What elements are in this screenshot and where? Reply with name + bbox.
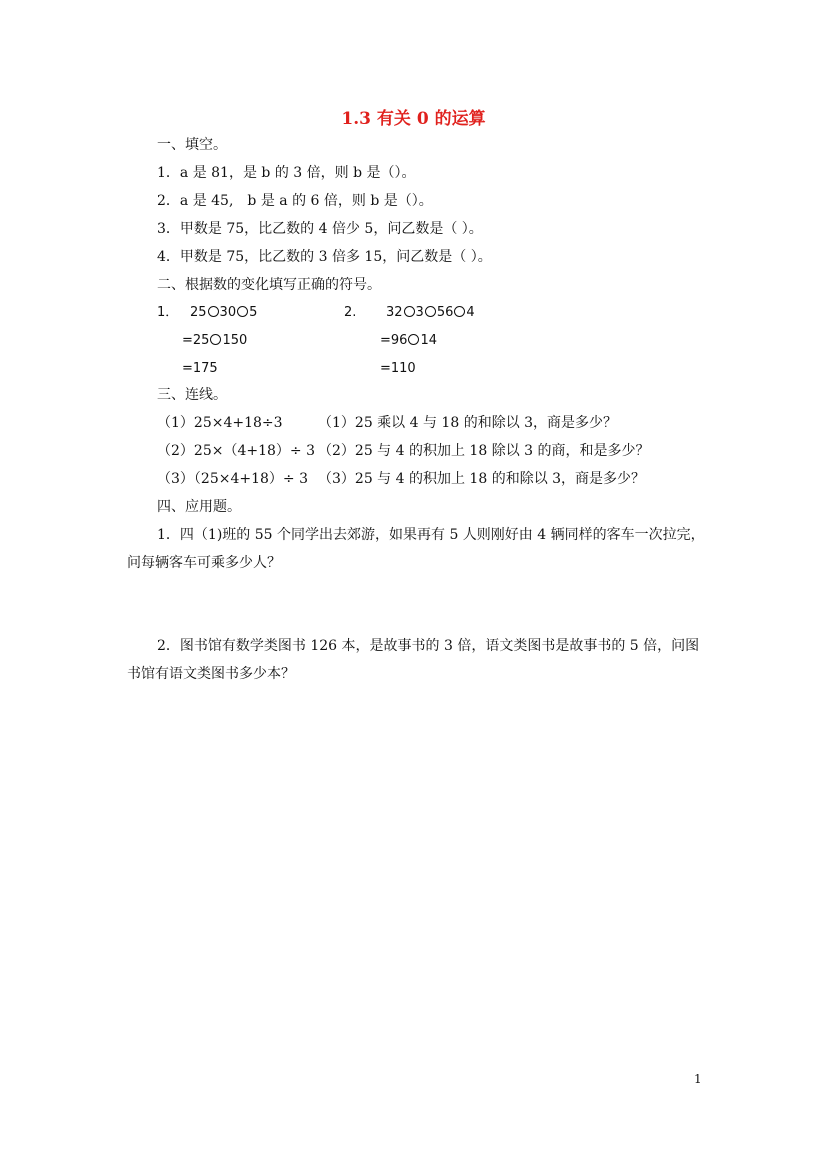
operand: =96 bbox=[380, 333, 408, 348]
page-title: 1.3 有关 0 的运算 bbox=[341, 109, 486, 129]
problem-1-step-3: =175 bbox=[182, 361, 218, 376]
match-left-3[interactable]: （3）（25×4+18）÷ 3 bbox=[157, 471, 308, 487]
operator-blank-circle[interactable] bbox=[404, 306, 415, 317]
operand: 3 bbox=[415, 305, 424, 320]
operand: 32 bbox=[386, 305, 403, 320]
operator-blank-circle[interactable] bbox=[408, 334, 419, 345]
operator-blank-circle[interactable] bbox=[237, 306, 248, 317]
word-problem-1-line-2: 问每辆客车可乘多少人？ bbox=[127, 555, 281, 571]
section-heading-word-problems: 四、应用题。 bbox=[157, 499, 241, 515]
operand: =25 bbox=[182, 333, 210, 348]
operand: 4 bbox=[466, 305, 475, 320]
word-problem-1-line-1: 1．四（1)班的 55 个同学出去郊游，如果再有 5 人则刚好由 4 辆同样的客车一次拉完， bbox=[157, 527, 705, 543]
problem-1-step-2 bbox=[182, 332, 247, 350]
problem-1-expression bbox=[190, 304, 257, 322]
fill-blank-item-2: 2．a 是 45, b 是 a 的 6 倍，则 b 是（）。 bbox=[157, 193, 433, 209]
word-problem-2-line-1: 2．图书馆有数学类图书 126 本，是故事书的 3 倍，语文类图书是故事书的 5 倍，问图 bbox=[157, 638, 700, 654]
match-right-1[interactable]: （1）25 乘以 4 与 18 的和除以 3，商是多少？ bbox=[318, 415, 618, 431]
match-right-2[interactable]: （2）25 与 4 的积加上 18 除以 3 的商，和是多少？ bbox=[318, 443, 650, 459]
operand: 14 bbox=[420, 333, 437, 348]
problem-2-step-2 bbox=[380, 332, 437, 350]
operand: 25 bbox=[190, 305, 207, 320]
problem-1-label: 1． bbox=[157, 305, 179, 320]
problem-2-expression bbox=[386, 304, 475, 322]
fill-blank-item-3: 3．甲数是 75，比乙数的 4 倍少 5，问乙数是（ ）。 bbox=[157, 221, 483, 237]
word-problem-2-line-2: 书馆有语文类图书多少本？ bbox=[127, 666, 295, 682]
operator-blank-circle[interactable] bbox=[210, 334, 221, 345]
operand: 30 bbox=[219, 305, 237, 320]
fill-blank-item-1: 1．a 是 81，是 b 的 3 倍，则 b 是（）。 bbox=[157, 165, 416, 181]
operator-blank-circle[interactable] bbox=[454, 306, 465, 317]
match-right-3[interactable]: （3）25 与 4 的积加上 18 的和除以 3，商是多少？ bbox=[318, 471, 646, 487]
problem-2-step-3: =110 bbox=[380, 361, 416, 376]
problem-2-label: 2. bbox=[344, 305, 357, 320]
section-heading-fill-blank: 一、填空。 bbox=[157, 137, 227, 153]
operand: 150 bbox=[222, 333, 248, 348]
operand: 5 bbox=[249, 305, 258, 320]
section-heading-symbols: 二、根据数的变化填写正确的符号。 bbox=[157, 277, 381, 293]
page-number: 1 bbox=[694, 1072, 702, 1086]
operand: 56 bbox=[436, 305, 454, 320]
match-left-1[interactable]: （1）25×4+18÷3 bbox=[157, 415, 283, 431]
fill-blank-item-4: 4．甲数是 75，比乙数的 3 倍多 15，问乙数是（ ）。 bbox=[157, 249, 492, 265]
section-heading-match: 三、连线。 bbox=[157, 387, 227, 403]
operator-blank-circle[interactable] bbox=[208, 306, 219, 317]
operator-blank-circle[interactable] bbox=[425, 306, 436, 317]
match-left-2[interactable]: （2）25×（4+18）÷ 3 bbox=[157, 443, 315, 459]
